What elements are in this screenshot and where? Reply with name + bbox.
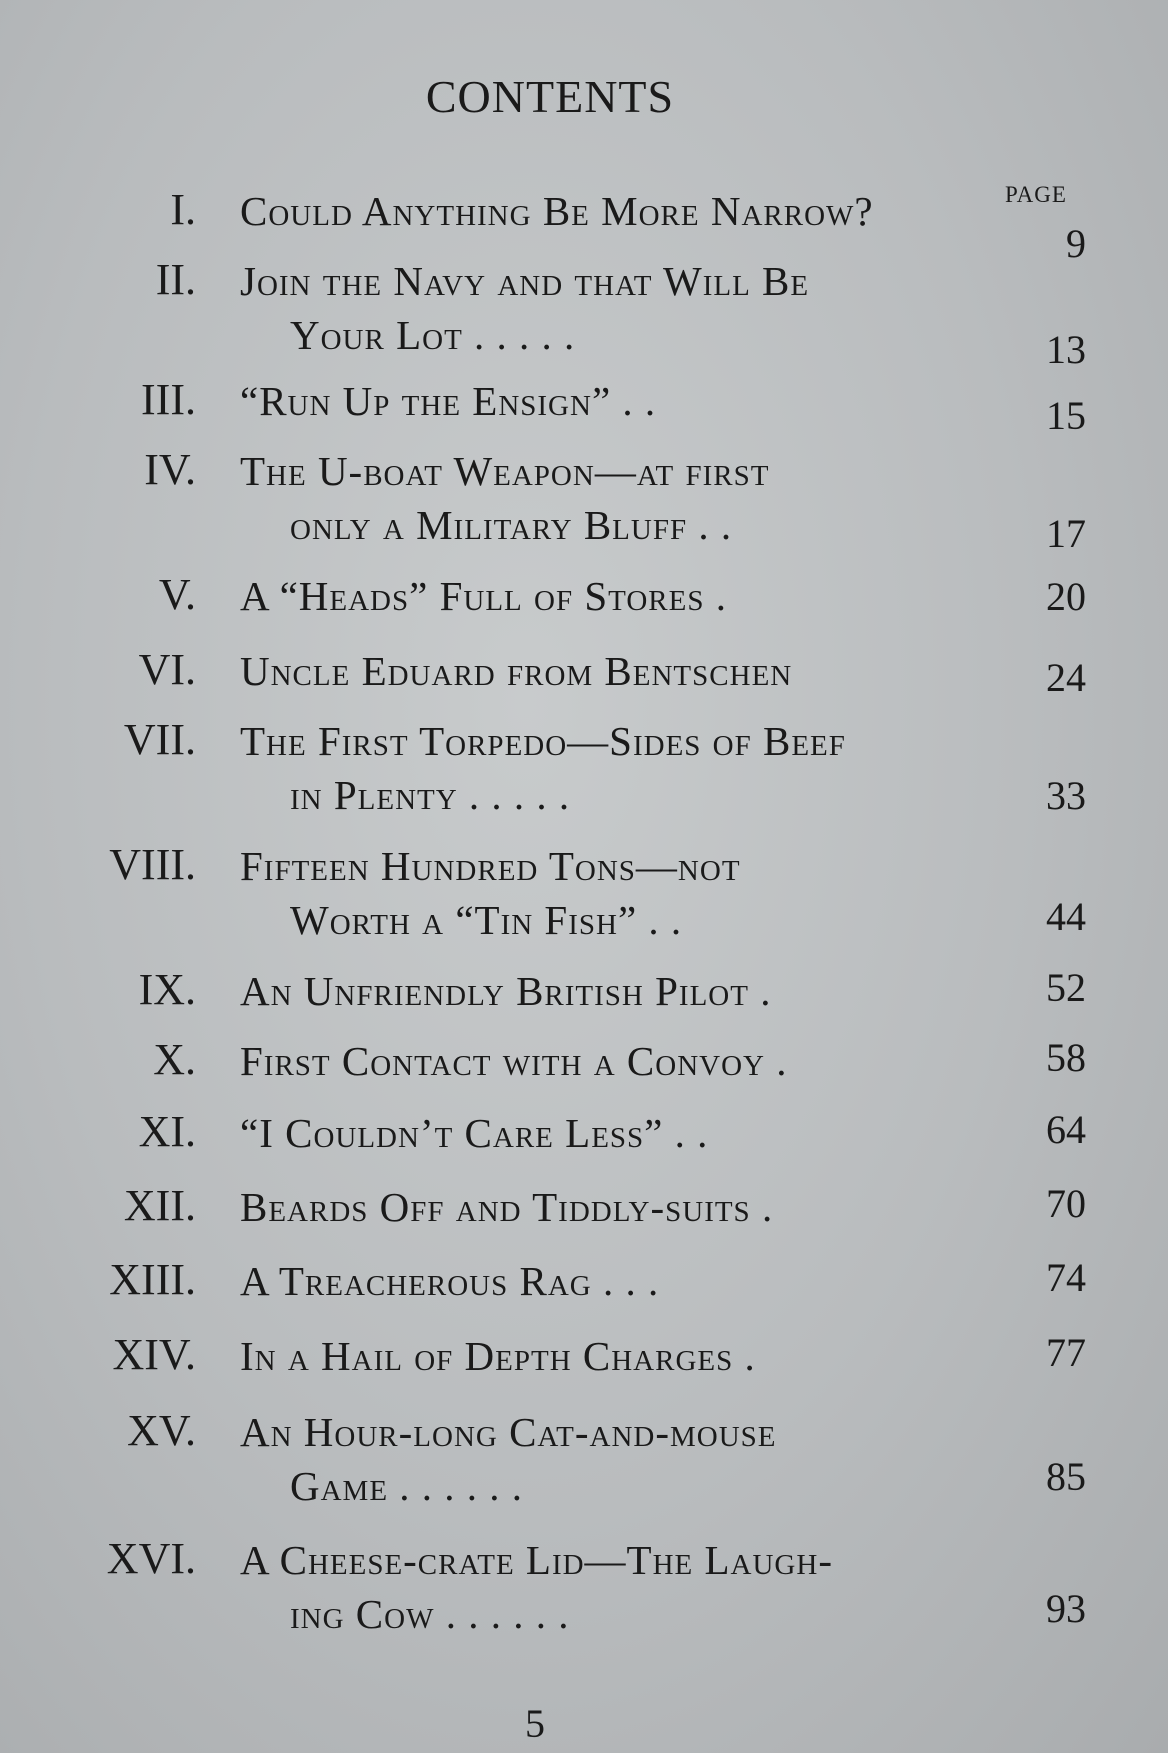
chapter-page: 24 xyxy=(1046,655,1086,700)
page-number: 5 xyxy=(525,1701,545,1746)
chapter-title: First Contact with a Convoy . xyxy=(240,1038,788,1084)
chapter-title: In a Hail of Depth Charges . xyxy=(240,1333,756,1379)
page-title: CONTENTS xyxy=(425,71,675,122)
chapter-page: 20 xyxy=(1046,574,1086,619)
page-column-label: PAGE xyxy=(1005,182,1067,207)
chapter-title: A Cheese-crate Lid—The Laugh- ing Cow . . . . . . xyxy=(240,1537,833,1637)
chapter-number: III. xyxy=(141,375,196,424)
chapter-number: XVI. xyxy=(106,1534,196,1583)
chapter-number: VIII. xyxy=(109,840,196,889)
chapter-title: An Hour-long Cat-and-mouse Game . . . . . . xyxy=(240,1409,777,1509)
contents-list xyxy=(0,180,1168,1654)
chapter-number: II. xyxy=(155,255,196,304)
chapter-page: 64 xyxy=(1046,1107,1086,1152)
chapter-title: Fifteen Hundred Tons—not Worth a “Tin Fish” . . xyxy=(240,843,741,943)
chapter-number: XIV. xyxy=(112,1330,196,1379)
toc-entry xyxy=(0,835,1168,960)
toc-entry xyxy=(0,565,1168,640)
chapter-page: 15 xyxy=(1046,393,1086,438)
chapter-title: “I Couldn’t Care Less” . . xyxy=(240,1110,709,1156)
chapter-page: 85 xyxy=(1046,1454,1086,1499)
toc-entry xyxy=(0,1030,1168,1102)
chapter-number: XII. xyxy=(123,1181,196,1230)
chapter-page: 58 xyxy=(1046,1035,1086,1080)
toc-entry xyxy=(0,1250,1168,1325)
chapter-page: 44 xyxy=(1046,894,1086,939)
chapter-number: V. xyxy=(158,570,196,619)
chapter-title: The U-boat Weapon—at first only a Military Bluff . . xyxy=(240,448,770,548)
chapter-number: IV. xyxy=(144,445,196,494)
toc-entry xyxy=(0,1102,1168,1176)
chapter-number: IX. xyxy=(138,965,196,1014)
toc-entry xyxy=(0,1325,1168,1401)
chapter-page: 70 xyxy=(1046,1181,1086,1226)
chapter-page: 17 xyxy=(1046,511,1086,556)
chapter-number: VII. xyxy=(123,715,196,764)
chapter-number: XIII. xyxy=(109,1255,196,1304)
chapter-page: 74 xyxy=(1046,1255,1086,1300)
toc-entry xyxy=(0,710,1168,835)
chapter-page: 93 xyxy=(1046,1586,1086,1631)
chapter-title: Beards Off and Tiddly-suits . xyxy=(240,1184,774,1230)
chapter-title: “Run Up the Ensign” . . xyxy=(240,378,657,424)
chapter-title: An Unfriendly British Pilot . xyxy=(240,968,772,1014)
chapter-title: A “Heads” Full of Stores . xyxy=(240,573,727,619)
chapter-number: XI. xyxy=(138,1107,196,1156)
chapter-page: 52 xyxy=(1046,965,1086,1010)
chapter-number: I. xyxy=(170,185,196,234)
chapter-page: 9 xyxy=(1066,221,1086,266)
chapter-title: A Treacherous Rag . . . xyxy=(240,1258,660,1304)
toc-entry xyxy=(0,180,1168,266)
toc-entry xyxy=(0,1176,1168,1250)
toc-entry xyxy=(0,1529,1168,1654)
toc-entry xyxy=(0,370,1168,440)
toc-entry xyxy=(0,640,1168,710)
chapter-title: Uncle Eduard from Bentschen xyxy=(240,648,793,694)
chapter-page: 33 xyxy=(1046,773,1086,818)
chapter-number: X. xyxy=(153,1035,196,1084)
chapter-page: 77 xyxy=(1046,1330,1086,1375)
chapter-title: The First Torpedo—Sides of Beef in Plenty . . . . . xyxy=(240,718,846,818)
chapter-title: Could Anything Be More Narrow? xyxy=(240,188,874,234)
chapter-number: XV. xyxy=(127,1406,196,1455)
toc-entry xyxy=(0,1401,1168,1529)
toc-entry xyxy=(0,250,1168,370)
chapter-page: 13 xyxy=(1046,327,1086,372)
toc-entry xyxy=(0,960,1168,1030)
toc-entry xyxy=(0,440,1168,565)
chapter-title: Join the Navy and that Will Be Your Lot . . . . . xyxy=(240,258,810,358)
chapter-number: VI. xyxy=(138,645,196,694)
